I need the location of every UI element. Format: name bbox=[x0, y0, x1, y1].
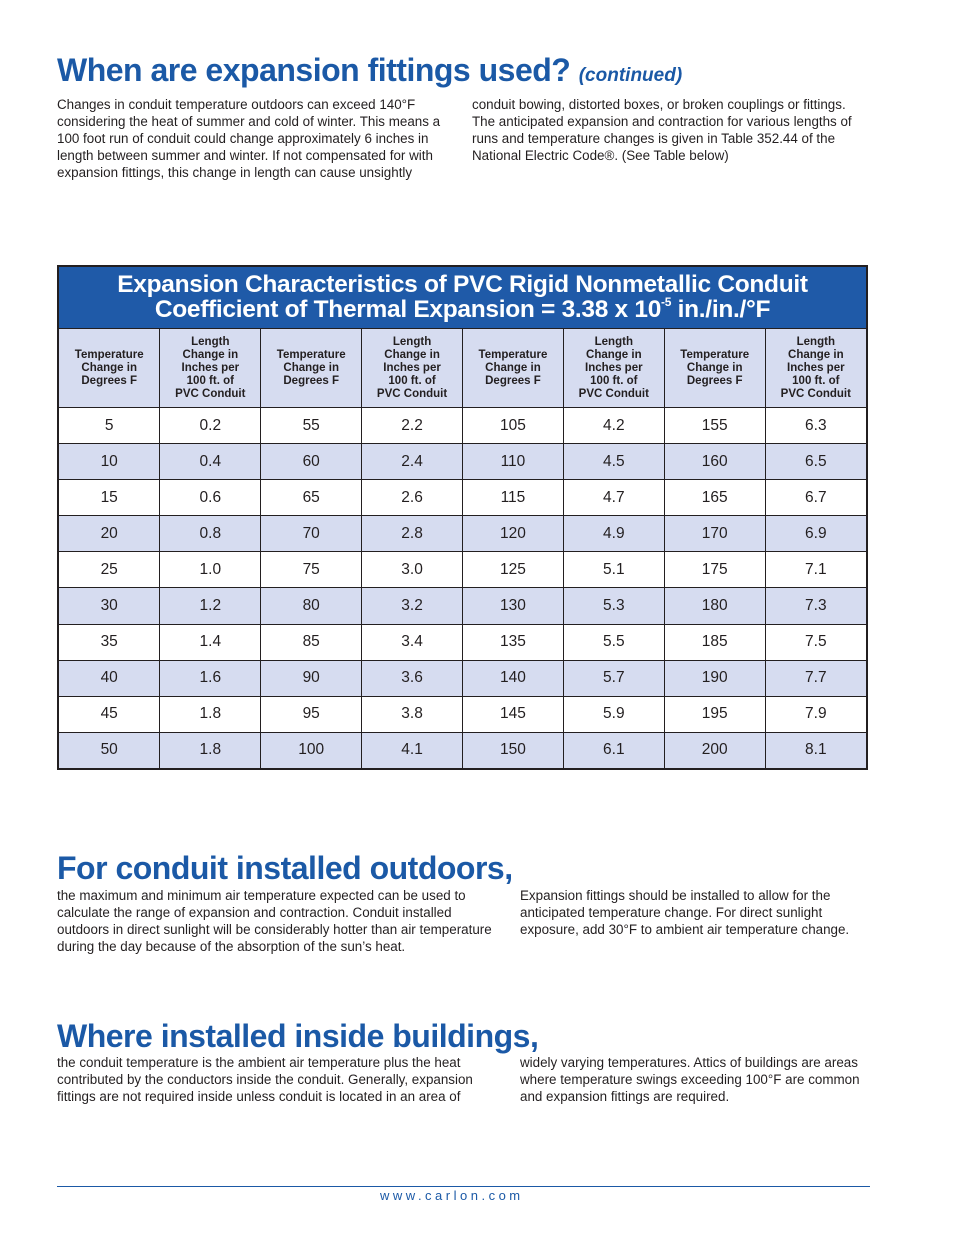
header-line: PVC Conduit bbox=[376, 387, 448, 400]
cell-temperature-change: 50 bbox=[59, 732, 160, 768]
table-title-line2 bbox=[59, 297, 866, 322]
footer-website-link[interactable]: www.carlon.com bbox=[380, 1188, 524, 1203]
table-title-exponent: -5 bbox=[661, 295, 672, 309]
cell-length-change: 0.4 bbox=[160, 444, 261, 480]
cell-length-change: 7.1 bbox=[765, 552, 866, 588]
cell-temperature-change: 180 bbox=[664, 588, 765, 624]
cell-temperature-change: 65 bbox=[261, 480, 362, 516]
cell-length-change: 7.9 bbox=[765, 696, 866, 732]
header-line: Change in bbox=[384, 348, 440, 361]
cell-temperature-change: 135 bbox=[463, 624, 564, 660]
table-row bbox=[59, 408, 866, 444]
header-line: Inches per bbox=[383, 361, 441, 374]
header-line: 100 ft. of bbox=[388, 374, 436, 387]
header-line: Length bbox=[796, 335, 835, 348]
cell-temperature-change: 100 bbox=[261, 732, 362, 768]
cell-length-change: 5.1 bbox=[563, 552, 664, 588]
cell-temperature-change: 115 bbox=[463, 480, 564, 516]
header-line: Degrees F bbox=[283, 374, 339, 387]
inside-paragraph-left: the conduit temperature is the ambient air temperature plus the heat contributed by the conductors inside the conduit. Generally, expansion fittings are not required inside unless conduit is located in an area of bbox=[57, 1055, 473, 1104]
cell-length-change: 1.2 bbox=[160, 588, 261, 624]
header-line: Length bbox=[594, 335, 633, 348]
inside-heading: Where installed inside buildings, bbox=[57, 1018, 539, 1054]
cell-temperature-change: 140 bbox=[463, 660, 564, 696]
table-row bbox=[59, 660, 866, 696]
cell-temperature-change: 30 bbox=[59, 588, 160, 624]
cell-temperature-change: 15 bbox=[59, 480, 160, 516]
table-title bbox=[59, 267, 866, 328]
header-line: 100 ft. of bbox=[186, 374, 234, 387]
cell-length-change: 3.0 bbox=[362, 552, 463, 588]
cell-length-change: 2.6 bbox=[362, 480, 463, 516]
cell-length-change: 6.7 bbox=[765, 480, 866, 516]
header-length-change bbox=[362, 329, 463, 408]
cell-temperature-change: 10 bbox=[59, 444, 160, 480]
table-row bbox=[59, 480, 866, 516]
cell-length-change: 7.3 bbox=[765, 588, 866, 624]
cell-length-change: 4.7 bbox=[563, 480, 664, 516]
header-line: Inches per bbox=[585, 361, 643, 374]
header-line: 100 ft. of bbox=[792, 374, 840, 387]
header-line: PVC Conduit bbox=[578, 387, 649, 400]
intro-paragraph-right: conduit bowing, distorted boxes, or broken couplings or fittings. The anticipated expansion and contraction for various lengths of runs and temperature changes is given in Table 352.44 of the National Electric Code®. (See Table below) bbox=[472, 97, 852, 163]
cell-length-change: 4.5 bbox=[563, 444, 664, 480]
cell-length-change: 0.2 bbox=[160, 408, 261, 444]
cell-length-change: 1.6 bbox=[160, 660, 261, 696]
header-line: PVC Conduit bbox=[780, 387, 851, 400]
cell-temperature-change: 95 bbox=[261, 696, 362, 732]
cell-temperature-change: 110 bbox=[463, 444, 564, 480]
cell-length-change: 3.2 bbox=[362, 588, 463, 624]
cell-temperature-change: 120 bbox=[463, 516, 564, 552]
cell-length-change: 4.1 bbox=[362, 732, 463, 768]
table-row bbox=[59, 588, 866, 624]
cell-temperature-change: 40 bbox=[59, 660, 160, 696]
cell-length-change: 0.8 bbox=[160, 516, 261, 552]
table-title-units: in./in./°F bbox=[671, 296, 771, 323]
cell-temperature-change: 190 bbox=[664, 660, 765, 696]
cell-temperature-change: 200 bbox=[664, 732, 765, 768]
cell-temperature-change: 35 bbox=[59, 624, 160, 660]
header-temperature-change bbox=[59, 329, 160, 408]
cell-length-change: 6.1 bbox=[563, 732, 664, 768]
cell-length-change: 1.8 bbox=[160, 696, 261, 732]
cell-temperature-change: 165 bbox=[664, 480, 765, 516]
cell-temperature-change: 195 bbox=[664, 696, 765, 732]
cell-temperature-change: 160 bbox=[664, 444, 765, 480]
cell-temperature-change: 150 bbox=[463, 732, 564, 768]
footer-divider bbox=[57, 1186, 870, 1187]
header-line: Change in bbox=[586, 348, 642, 361]
header-line: Length bbox=[392, 335, 432, 348]
intro-paragraph-left: Changes in conduit temperature outdoors can exceed 140°F considering the heat of summer and cold of winter. This means a 100 foot run of conduit could change approximately 6 inches in length between summer and winter. If not compensated for with expansion fittings, this change in length can cause unsightly bbox=[57, 97, 441, 180]
header-line: Length bbox=[191, 335, 230, 348]
cell-temperature-change: 60 bbox=[261, 444, 362, 480]
table-title-coefficient: Coefficient of Thermal Expansion = 3.38 x 10 bbox=[154, 296, 662, 323]
cell-length-change: 3.6 bbox=[362, 660, 463, 696]
header-line: Degrees F bbox=[686, 374, 743, 387]
header-line: Degrees F bbox=[81, 374, 137, 387]
header-line: Temperature bbox=[478, 348, 548, 361]
cell-length-change: 5.7 bbox=[563, 660, 664, 696]
table-title-line1: Expansion Characteristics of PVC Rigid Nonmetallic Conduit bbox=[117, 271, 808, 298]
page-title-text: When are expansion fittings used? bbox=[57, 52, 571, 88]
cell-temperature-change: 130 bbox=[463, 588, 564, 624]
cell-temperature-change: 75 bbox=[261, 552, 362, 588]
header-length-change bbox=[160, 329, 261, 408]
cell-length-change: 4.2 bbox=[563, 408, 664, 444]
header-line: Change in bbox=[182, 348, 239, 361]
header-line: Change in bbox=[686, 361, 743, 374]
header-line: Change in bbox=[485, 361, 541, 374]
cell-temperature-change: 185 bbox=[664, 624, 765, 660]
cell-length-change: 4.9 bbox=[563, 516, 664, 552]
table-header-row bbox=[59, 329, 866, 408]
header-line: Degrees F bbox=[485, 374, 541, 387]
header-line: Temperature bbox=[680, 348, 750, 361]
table-row bbox=[59, 516, 866, 552]
table-row bbox=[59, 444, 866, 480]
cell-length-change: 5.9 bbox=[563, 696, 664, 732]
header-temperature-change bbox=[664, 329, 765, 408]
cell-length-change: 5.5 bbox=[563, 624, 664, 660]
cell-temperature-change: 80 bbox=[261, 588, 362, 624]
cell-temperature-change: 105 bbox=[463, 408, 564, 444]
header-line: 100 ft. of bbox=[590, 374, 638, 387]
cell-length-change: 1.4 bbox=[160, 624, 261, 660]
cell-temperature-change: 125 bbox=[463, 552, 564, 588]
table-row bbox=[59, 732, 866, 768]
expansion-data-table bbox=[59, 328, 866, 768]
outdoors-paragraph-right: Expansion fittings should be installed to allow for the anticipated temperature change. For direct sunlight exposure, add 30°F to ambient air temperature change. bbox=[520, 888, 850, 937]
cell-length-change: 6.9 bbox=[765, 516, 866, 552]
cell-temperature-change: 90 bbox=[261, 660, 362, 696]
cell-temperature-change: 25 bbox=[59, 552, 160, 588]
cell-length-change: 1.0 bbox=[160, 552, 261, 588]
table-row bbox=[59, 696, 866, 732]
cell-temperature-change: 145 bbox=[463, 696, 564, 732]
header-line: Inches per bbox=[181, 361, 240, 374]
table-row bbox=[59, 552, 866, 588]
header-line: Inches per bbox=[787, 361, 845, 374]
cell-temperature-change: 5 bbox=[59, 408, 160, 444]
cell-length-change: 2.4 bbox=[362, 444, 463, 480]
cell-length-change: 8.1 bbox=[765, 732, 866, 768]
cell-length-change: 3.4 bbox=[362, 624, 463, 660]
page-title bbox=[57, 50, 682, 96]
header-temperature-change bbox=[261, 329, 362, 408]
cell-temperature-change: 70 bbox=[261, 516, 362, 552]
header-length-change bbox=[765, 329, 866, 408]
cell-length-change: 7.7 bbox=[765, 660, 866, 696]
header-line: Change in bbox=[81, 361, 137, 374]
cell-temperature-change: 155 bbox=[664, 408, 765, 444]
cell-temperature-change: 20 bbox=[59, 516, 160, 552]
cell-temperature-change: 55 bbox=[261, 408, 362, 444]
header-line: Temperature bbox=[276, 348, 346, 361]
expansion-table bbox=[57, 265, 868, 770]
header-line: Change in bbox=[283, 361, 339, 374]
cell-length-change: 3.8 bbox=[362, 696, 463, 732]
cell-temperature-change: 175 bbox=[664, 552, 765, 588]
cell-length-change: 2.2 bbox=[362, 408, 463, 444]
outdoors-paragraph-left: the maximum and minimum air temperature expected can be used to calculate the range of expansion and contraction. Conduit installed outdoors in direct sunlight will be considerably hotter than air temperature during the day because of the absorption of the sun’s heat. bbox=[57, 888, 492, 954]
header-length-change bbox=[563, 329, 664, 408]
cell-length-change: 5.3 bbox=[563, 588, 664, 624]
cell-temperature-change: 85 bbox=[261, 624, 362, 660]
page-title-continued: (continued) bbox=[578, 65, 683, 86]
header-temperature-change bbox=[463, 329, 564, 408]
cell-length-change: 1.8 bbox=[160, 732, 261, 768]
header-line: Change in bbox=[788, 348, 844, 361]
cell-temperature-change: 45 bbox=[59, 696, 160, 732]
outdoors-heading: For conduit installed outdoors, bbox=[57, 850, 513, 886]
header-line: PVC Conduit bbox=[175, 387, 246, 400]
cell-length-change: 6.3 bbox=[765, 408, 866, 444]
cell-length-change: 0.6 bbox=[160, 480, 261, 516]
cell-length-change: 6.5 bbox=[765, 444, 866, 480]
inside-paragraph-right: widely varying temperatures. Attics of buildings are areas where temperature swings exceeding 100°F are common and expansion fittings are required. bbox=[520, 1055, 860, 1104]
cell-temperature-change: 170 bbox=[664, 516, 765, 552]
header-line: Temperature bbox=[74, 348, 144, 361]
cell-length-change: 2.8 bbox=[362, 516, 463, 552]
cell-length-change: 7.5 bbox=[765, 624, 866, 660]
table-body bbox=[59, 408, 866, 768]
table-row bbox=[59, 624, 866, 660]
